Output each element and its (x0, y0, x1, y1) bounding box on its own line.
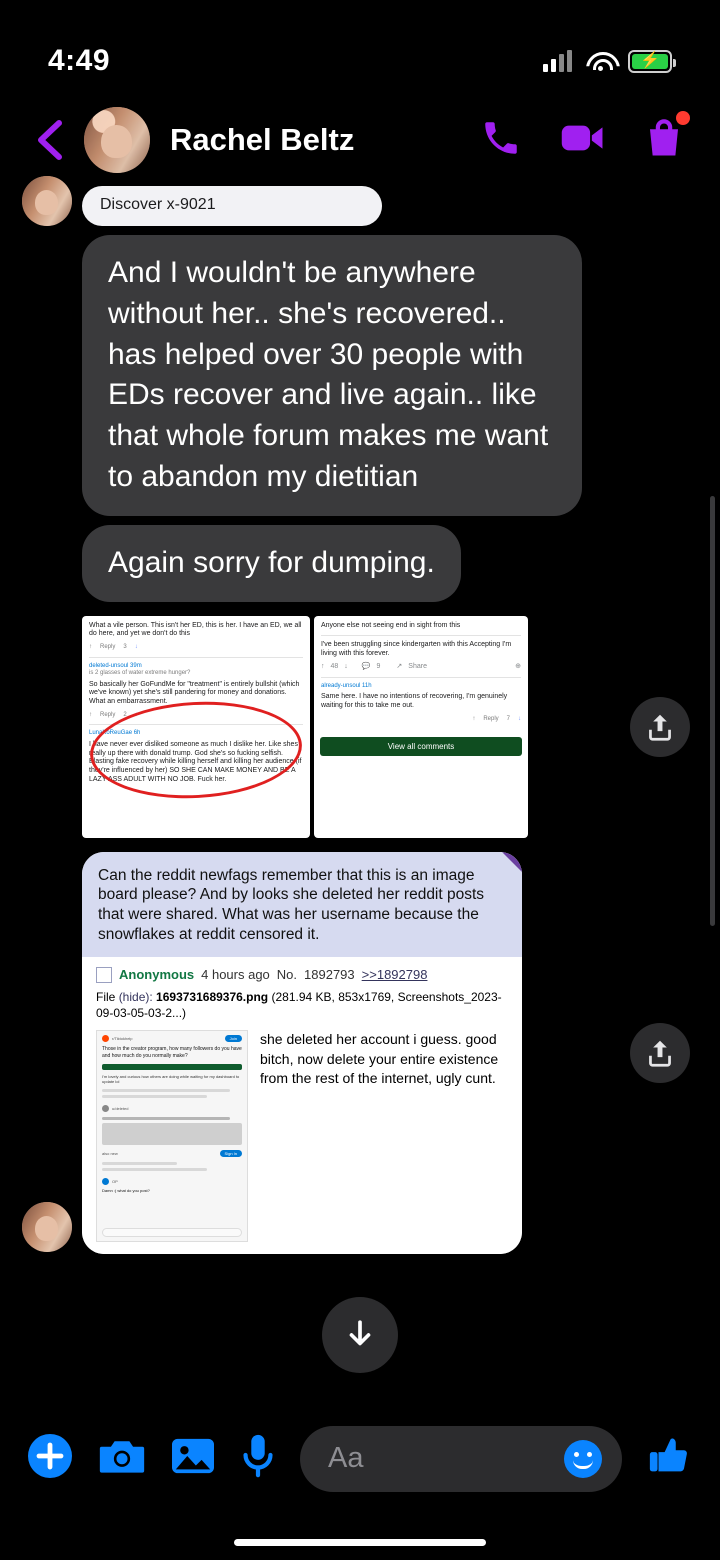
imageboard-post (82, 957, 522, 1254)
reddit-mid-comment: So basically her GoFundMe for "treatment" is entirely bullshit (which we've known) yet she's still pandering for money and donations. What an embarrassment. (89, 680, 300, 706)
post-author: Anonymous (119, 967, 195, 983)
message-input[interactable]: Aa (328, 1442, 364, 1474)
post-number[interactable]: 1892793 (304, 967, 355, 983)
header-actions (480, 117, 692, 164)
avatar (22, 1202, 72, 1252)
battery-charging-icon: ⚡ (628, 50, 672, 73)
imageboard-quote-text: Can the reddit newfags remember that this is an image board please? And by looks she deleted her reddit posts that were shared. What was her username because the snowflakes at reddit censored it. (98, 866, 485, 944)
view-all-comments-button[interactable]: View all comments (320, 737, 522, 756)
page-title[interactable]: Rachel Beltz (170, 122, 355, 157)
reddit-upvotes: 48 (330, 662, 339, 670)
reddit-reply-label-2: Reply (100, 711, 116, 718)
post-no-label: No. (276, 967, 298, 983)
corner-marker-icon (502, 852, 522, 872)
list-item (0, 176, 720, 226)
post-thumbnail[interactable]: r/Tiktokhelp Join Those in the creator program, how many followers do you have and how much do you normally make? I'm lovely and curious how others are doing while waiting for my dashboard to update lol u/deleted also new Sign In OP Damn :( what do you post? (96, 1030, 248, 1242)
file-label: File (96, 989, 116, 1004)
shop-bag-icon[interactable] (644, 117, 684, 164)
imageboard-quote (82, 852, 522, 957)
video-call-icon[interactable] (560, 118, 606, 163)
reddit-right-second-comment: I've been struggling since kindergarten with this Accepting I'm living with this forever. (321, 641, 512, 658)
reddit-logo-icon (102, 1035, 109, 1042)
thumb-reply: Damn :( what do you post? (102, 1187, 150, 1193)
attachment-row-screenshots (0, 616, 720, 838)
share-upload-icon[interactable] (630, 697, 690, 757)
avatar (22, 176, 72, 226)
imageboard-screenshot[interactable] (82, 852, 522, 1255)
card-label: Discover x-9021 (100, 196, 216, 213)
post-reply-link[interactable]: >>1892798 (361, 967, 428, 983)
payment-card-preview[interactable] (82, 186, 382, 226)
message-composer (0, 1395, 720, 1560)
reddit-score-2: 2 (123, 711, 127, 718)
thumb-caption-1: Those in the creator program, how many followers do you have and how much do you normally make? (102, 1046, 242, 1059)
share-upload-icon[interactable] (630, 1023, 690, 1083)
status-time: 4:49 (48, 44, 111, 77)
reddit-bottom-comment: I have never ever disliked someone as much I dislike her. Like shes really up there with donald trump. God she's so fucking selfish. Blasting fake recovery while killing herself and killing her audience (if they're influenced by her) SO SHE CAN MAKE MONEY AND BE A LAZY ASS ADULT WITH NO JOB. Fuck her. (89, 740, 302, 783)
status-bar (0, 0, 720, 92)
avatar[interactable] (84, 107, 150, 173)
status-badge (676, 111, 690, 125)
sign-in-pill: Sign In (220, 1150, 242, 1157)
reddit-comment-count: 9 (376, 662, 381, 670)
reddit-screenshot-left[interactable]: What a vile person. This isn't her ED, this is her. I have an ED, we all do here, and yet we don't do this ↑ Reply 3 ↓ deleted-unsoul 39m is 2 glasses of water extreme hunger? So basically her GoFundMe for "treatment" is entirely bullshit (which we've known) yet she's still pandering for money and donations. What an embarrassment. ↑ Reply 2 ↓ LunaKoReuGae 6h I have never ever disliked someone as much I dislike her. Like shes really up there with donald trump. God she's so fucking selfish. Blasting fake recovery while killing herself and killing her audience (if they're influenced by her) SO SHE CAN MAKE MONEY AND BE A LAZY ASS ADULT WITH NO JOB. Fuck her. (82, 616, 310, 838)
message-bubble-sorry[interactable]: Again sorry for dumping. (82, 525, 461, 602)
reddit-screenshots-pair[interactable] (82, 616, 528, 838)
reddit-right-score: 7 (506, 715, 510, 722)
reddit-right-reply-label: Reply (483, 715, 499, 722)
search-input-wrapper[interactable] (300, 1426, 622, 1492)
reddit-screenshot-right[interactable]: Anyone else not seeing end in sight from this I've been struggling since kindergarten with this Accepting I'm living with this forever. ↑ 48 ↓ 💬 9 ↗ Share ⊕ already-unsoul 11h Same here. I have no intentions of recovering, I'm genuinely waiting for this to take me out. ↑ Reply 7 ↓ View all comments (314, 616, 528, 838)
scroll-down-arrow-icon[interactable] (322, 1297, 398, 1373)
status-indicators (543, 50, 672, 73)
reddit-right-reply-comment: Same here. I have no intentions of recovering, I'm genuinely waiting for this to take me out. (321, 693, 508, 709)
back-chevron-icon[interactable] (28, 118, 72, 162)
cellular-signal-icon (543, 50, 572, 72)
post-checkbox[interactable] (96, 967, 112, 983)
microphone-icon[interactable] (240, 1433, 276, 1484)
reddit-share-label: Share (408, 662, 427, 670)
wifi-icon (586, 50, 614, 72)
file-hide-link[interactable]: (hide): (118, 989, 153, 1004)
thumbs-up-icon[interactable] (646, 1433, 694, 1484)
reddit-right-top-comment: Anyone else not seeing end in sight from this (321, 621, 461, 629)
emoji-smiley-icon[interactable] (564, 1440, 602, 1478)
camera-icon[interactable] (98, 1435, 146, 1482)
list-item (0, 525, 720, 602)
message-bubble-long[interactable]: And I wouldn't be anywhere without her.. she's recovered.. has helped over 30 people with EDs recover and live again.. like that whole forum makes me want to abandon my dietitian (82, 235, 582, 516)
post-text: she deleted her account i guess. good bitch, now delete your entire existence from the rest of the internet, ugly cunt. (260, 1031, 499, 1087)
post-time: 4 hours ago (201, 967, 270, 983)
reddit-reply-label: Reply (100, 644, 116, 651)
file-name[interactable]: 1693731689376.png (156, 989, 269, 1004)
photo-gallery-icon[interactable] (170, 1435, 216, 1482)
message-thread[interactable] (0, 176, 720, 1395)
thumb-caption-2: I'm lovely and curious how others are doing while waiting for my dashboard to update lol (102, 1074, 240, 1085)
file-meta: (281.94 KB, 853x1769, Screenshots_2023-09-03-05-03-2...) (96, 989, 502, 1021)
scrollbar[interactable] (710, 496, 715, 926)
home-indicator (234, 1539, 486, 1546)
reddit-score: 3 (123, 644, 127, 651)
join-pill: Join (225, 1035, 242, 1042)
reddit-top-comment: What a vile person. This isn't her ED, this is her. I have an ED, we all do here, and yet we don't do this (89, 621, 302, 638)
phone-call-icon[interactable] (480, 117, 522, 164)
conversation-header (0, 92, 720, 188)
attachment-row-imageboard (0, 852, 720, 1255)
add-plus-icon[interactable] (26, 1432, 74, 1485)
reddit-sub-line: is 2 glasses of water extreme hunger? (89, 670, 191, 677)
reddit-username-2: LunaKoReuGae 6h (89, 730, 141, 737)
reddit-username: deleted-unsoul 39m (89, 662, 142, 669)
list-item (0, 235, 720, 516)
reddit-right-username: already-unsoul 11h (321, 682, 372, 689)
